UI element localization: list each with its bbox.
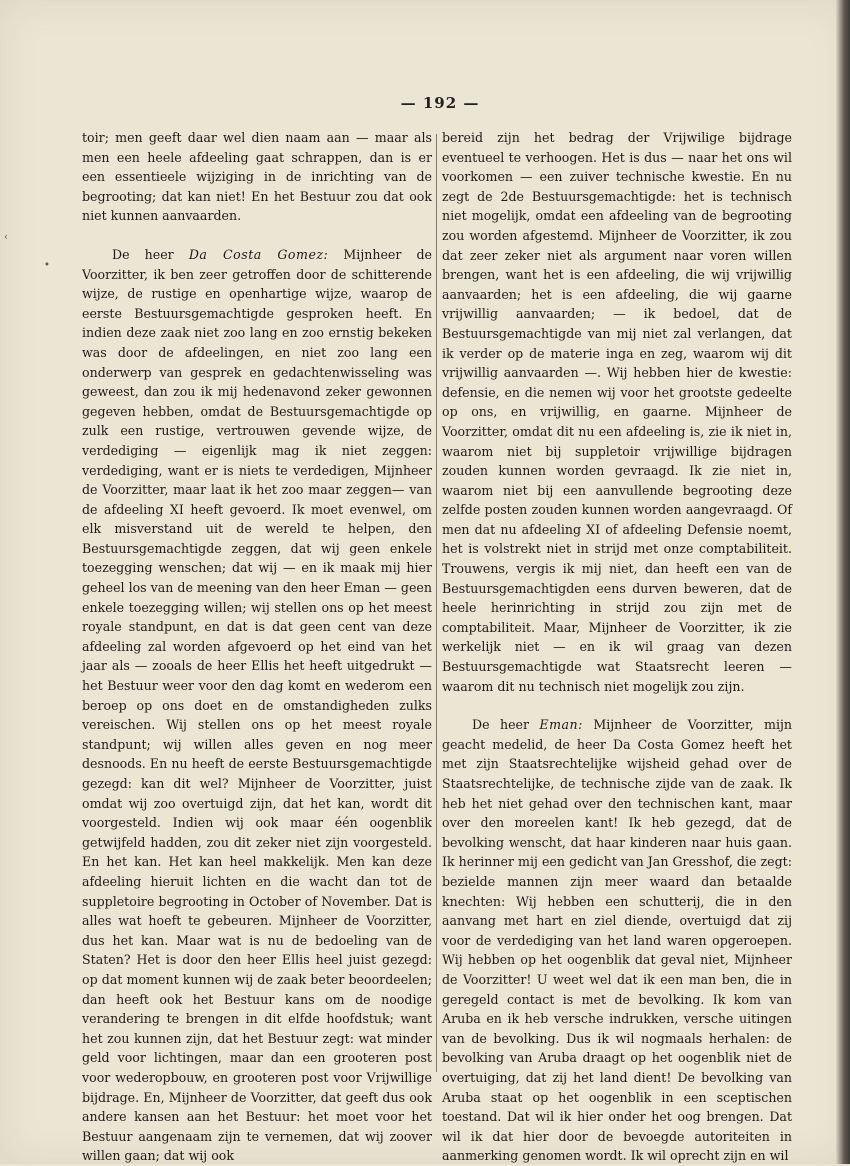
left-paragraph-1: toir; men geeft daar wel dien naam aan — maar als men een heele afdeeling gaat schrappen, dan is er een essentieele wijziging in de inrichting van de begrooting; dat kan niet! En het Bestuur zou dat ook niet kunnen aanvaarden.: [82, 130, 432, 224]
speaker-name-da-costa-gomez: Da Costa Gomez:: [188, 246, 329, 262]
page-edge-shadow: [836, 0, 850, 1164]
speaker-name-eman: Eman:: [539, 717, 583, 733]
right-paragraph-2: [442, 715, 792, 1166]
column-divider: [436, 134, 437, 1072]
speech-text: Mijnheer de Voorzitter, mijn geacht medelid, de heer Da Costa Gomez heeft het met zijn Staatsrechtelijke wijsheid gehad over de Staatsrechtelijke, de technische zijde van de zaak. Ik heb het niet gehad over den technischen kant, maar over den moreelen kant! Ik heb gezegd, dat de bevolking wenscht, dat haar kinderen naar huis gaan. Ik herinner mij een gedicht van Jan Gresshof, die zegt: bezielde mannen zijn meer waard dan betaalde knechten: Wij hebben een schutterij, die in den aanvang met hart en ziel diende, overtuigd dat zij voor de verdediging van het land waren opgeroepen. Wij hebben op het oogenblik dat geval niet, Mijnheer de Voorzitter! U weet wel dat ik een man ben, die in geregeld contact is met de bevolking. Ik kom van Aruba en ik heb versche indrukken, versche uitingen van de bevolking. Dus ik wil nogmaals herhalen: de bevolking van Aruba draagt op het oogenblik niet de overtuiging, dat zij het land dient! De bevolking van Aruba staat op het oogenblik in een sceptischen toestand. Dat wil ik hier onder het oog brengen. Dat wil ik dat hier door de bevoegde autoriteiten in aanmerking genomen wordt. Ik wil oprecht zijn en wil: [442, 717, 792, 1164]
speech-text: Mijnheer de Voorzitter, ik ben zeer getroffen door de schitterende wijze, de rustige en openhartige wijze, waarop de eerste Bestuursgemachtigde gesproken heeft. En indien deze zaak niet zoo lang en zoo ernstig bekeken was door de afdeelingen, en niet zoo lang een onderwerp van gesprek en gedachtenwisseling was geweest, dan zou ik mij hedenavond zeker gewonnen gegeven hebben, omdat de Bestuursgemachtigde op zulk een rustige, vertrouwen gevende wijze, de verdediging — eigenlijk mag ik niet zeggen: verdediging, want er is niets te verdedigen, Mijnheer de Voorzitter, maar laat ik het zoo maar zeggen— van de afdeeling XI heeft gevoerd. Ik moet evenwel, om elk misverstand uit de wereld te helpen, den Bestuursgemachtigde zeggen, dat wij geen enkele toezegging wenschen; dat wij — en ik maak mij hier geheel los van de meening van den heer Eman — geen enkele toezegging willen; wij stellen ons op het meest royale standpunt, en dat is dat geen cent van deze afdeeling zal worden afgevoerd op het eind van het jaar als — zooals de heer Ellis het heeft uitgedrukt — het Bestuur weer voor den dag komt en wederom een beroep op ons doet en de omstandigheden zulks vereischen. Wij stellen ons op het meest royale standpunt; wij willen alles geven en nog meer desnoods. En nu heeft de eerste Bestuursgemachtigde gezegd: kan dit wel? Mijnheer de Voorzitter, juist omdat wij zoo overtuigd zijn, dat het kan, wordt dit voorgesteld. Indien wij ook maar één oogenblik getwijfeld hadden, zou dit zeker niet zijn voorgesteld. En het kan. Het kan heel makkelijk. Men kan deze afdeeling hieruit lichten en die wacht dan tot de suppletoire begrooting in October of November. Dat is alles wat hoeft te gebeuren. Mijnheer de Voorzitter, dus het kan. Maar wat is nu de bedoeling van de Staten? Het is door den heer Ellis heel juist gezegd: op dat moment kunnen wij de zaak beter beoordeelen; dan heeft ook het Bestuur kans om de noodige verandering te brengen in dit elfde hoofdstuk; want het zou kunnen zijn, dat het Bestuur zegt: wat minder geld voor lichtingen, maar dan een grooteren post voor wederopbouw, en grooteren post voor Vrijwillige bijdrage. En, Mijnheer de Voorzitter, dat geeft dus ook andere kansen aan het Bestuur: het moet voor het Bestuur aangenaam zijn te vernemen, dat wij zoover willen gaan; dat wij ook: [82, 246, 432, 1164]
right-column: [442, 128, 792, 1166]
margin-tick-mark: ‹: [4, 232, 8, 243]
right-paragraph-1: bereid zijn het bedrag der Vrijwilige bijdrage eventueel te verhoogen. Het is dus — naar het ons wil voorkomen — een zuiver technische kwestie. En nu zegt de 2de Bestuursgemachtigde: het is technisch niet mogelijk, omdat een afdeeling van de begrooting zou worden afgestemd. Mijnheer de Voorzitter, ik zou dat zeer zeker niet als argument naar voren willen brengen, want het is een afdeeling, die wij vrijwillig aanvaarden; het is een afdeeling, die wij gaarne vrijwillig aanvaarden; — ik bedoel, dat de Bestuursgemachtigde van mij niet zal verlangen, dat ik verder op de materie inga en zeg, waarom wij dit vrijwillig aanvaarden —. Wij hebben hier de kwestie: defensie, en die nemen wij voor het grootste gedeelte op ons, en vrijwillig, en gaarne. Mijnheer de Voorzitter, omdat dit nu een afdeeling is, zie ik niet in, waarom niet bij suppletoir vrijwillige bijdragen zouden kunnen worden gevraagd. Ik zie niet in, waarom niet bij een aanvullende begrooting deze zelfde posten zouden kunnen worden aangevraagd. Of men dat nu afdeeling XI of afdeeling Defensie noemt, het is volstrekt niet in strijd met onze comptabiliteit. Trouwens, vergis ik mij niet, dan heeft een van de Bestuursgemachtigden eens durven beweren, dat de heele herinrichting in strijd zou zijn met de comptabiliteit. Maar, Mijnheer de Voorzitter, ik zie werkelijk niet — en ik wil graag van dezen Bestuursgemachtigde wat Staatsrecht leeren — waarom dit nu technisch niet mogelijk zou zijn.: [442, 130, 792, 694]
page-number: — 192 —: [400, 94, 480, 112]
margin-bullet-mark: •: [44, 260, 50, 271]
left-paragraph-2: [82, 245, 432, 1166]
left-column: [82, 128, 432, 1166]
speaker-intro: De heer: [472, 717, 529, 733]
speaker-intro: De heer: [112, 246, 174, 262]
